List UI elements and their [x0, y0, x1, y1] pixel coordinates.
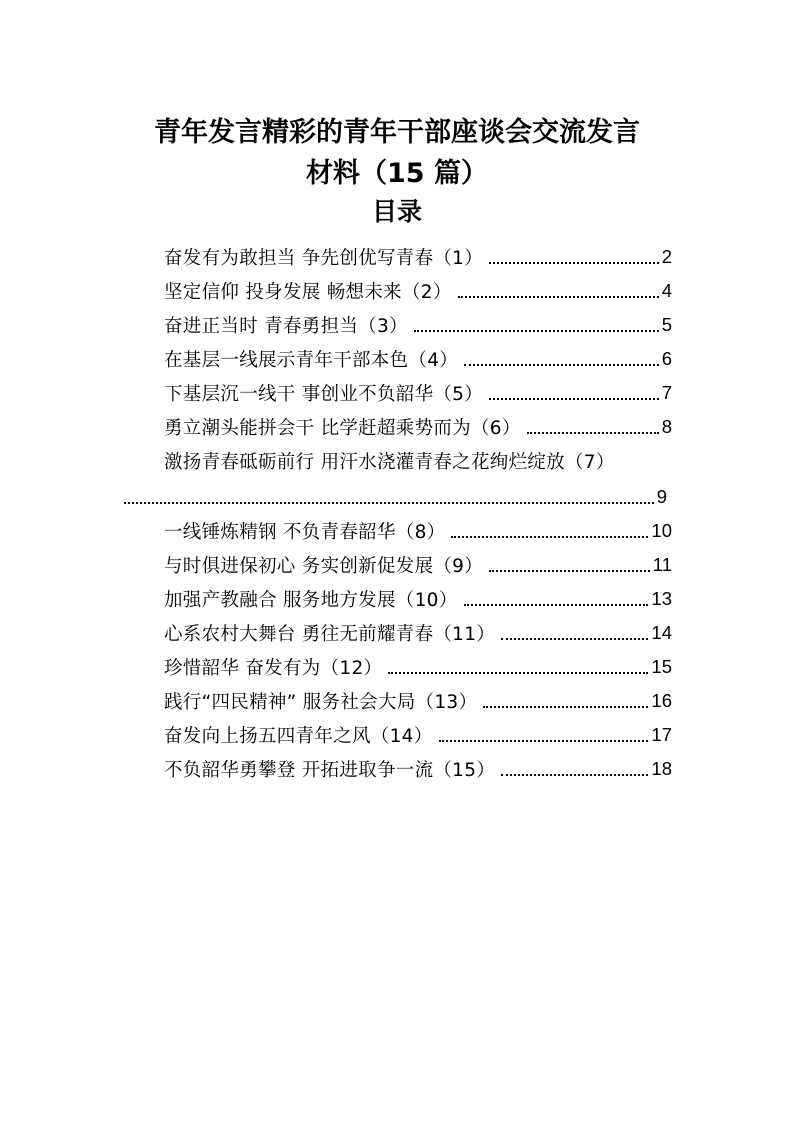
toc-entry-4[interactable] — [164, 342, 672, 376]
document-title-line-1: 青年发言精彩的青年干部座谈会交流发言 — [154, 117, 640, 148]
toc-entry-6[interactable] — [164, 410, 672, 444]
toc-entry-14[interactable] — [164, 718, 672, 752]
toc-page-number: 11 — [652, 554, 672, 575]
toc-dot-leader — [483, 706, 648, 708]
toc-dot-leader — [501, 638, 648, 640]
toc-page-number: 15 — [651, 656, 672, 677]
toc-page-number: 2 — [661, 246, 672, 267]
toc-page-number: 6 — [661, 348, 672, 369]
toc-entry-1[interactable] — [164, 240, 672, 274]
toc-dot-leader — [451, 536, 648, 538]
toc-dot-leader — [439, 740, 649, 742]
toc-dot-leader — [527, 432, 659, 434]
toc-entry-9[interactable] — [164, 548, 672, 582]
toc-entry-13[interactable] — [164, 684, 672, 718]
toc-entry-title: 下基层沉一线干 事创业不负韶华（5） — [164, 384, 484, 405]
toc-dot-leader — [489, 570, 650, 572]
toc-entry-title: 奋发向上扬五四青年之风（14） — [164, 726, 433, 747]
toc-entry-title: 与时俱进保初心 务实创新促发展（9） — [164, 556, 484, 577]
toc-dot-leader — [489, 398, 659, 400]
toc-entry-10[interactable] — [164, 582, 672, 616]
toc-entry-title: 勇立潮头能拼会干 比学赶超乘势而为（6） — [164, 418, 521, 439]
toc-dot-leader — [458, 296, 659, 298]
toc-entry-7[interactable]: 激扬青春砥砺前行 用汗水浇灌青春之花绚烂绽放（7） — [164, 452, 615, 473]
toc-entry-8[interactable] — [164, 514, 672, 548]
toc-dot-leader — [501, 774, 648, 776]
toc-entry-3[interactable] — [164, 308, 672, 342]
toc-entry-title: 坚定信仰 投身发展 畅想未来（2） — [164, 282, 452, 303]
toc-dot-leader — [388, 672, 648, 674]
toc-entry-title: 加强产教融合 服务地方发展（10） — [164, 590, 458, 611]
toc-page-number: 16 — [651, 690, 672, 711]
toc-dot-leader — [489, 262, 659, 264]
toc-entry-2[interactable] — [164, 274, 672, 308]
toc-entry-title: 奋发有为敢担当 争先创优写青春（1） — [164, 248, 484, 269]
toc-page-number: 13 — [651, 588, 672, 609]
toc-page-number: 17 — [651, 724, 672, 745]
toc-entry-title: 心系农村大舞台 勇往无前耀青春（11） — [164, 624, 496, 645]
toc-page-number: 18 — [651, 758, 672, 779]
toc-entry-title: 珍惜韶华 奋发有为（12） — [164, 658, 383, 679]
toc-entry-title: 一线锤炼精钢 不负青春韶华（8） — [164, 522, 446, 543]
toc-page-number: 4 — [661, 280, 672, 301]
toc-entry-title: 在基层一线展示青年干部本色（4） — [164, 350, 459, 371]
toc-page-number: 7 — [661, 382, 672, 403]
toc-page-number: 9 — [656, 486, 667, 507]
document-title-line-2: 材料（15 篇） — [306, 158, 488, 189]
toc-entry-7-continuation[interactable] — [124, 480, 667, 514]
toc-entry-title: 不负韶华勇攀登 开拓进取争一流（15） — [164, 760, 496, 781]
toc-heading: 目录 — [371, 197, 422, 226]
toc-dot-leader — [464, 604, 649, 606]
toc-page-number: 5 — [661, 314, 672, 335]
toc-page-number: 14 — [651, 622, 672, 643]
toc-entry-title: 奋进正当时 青春勇担当（3） — [164, 316, 408, 337]
toc-dot-leader — [464, 364, 659, 366]
toc-dot-leader — [414, 330, 659, 332]
toc-dot-leader — [124, 502, 654, 504]
toc-entry-15[interactable] — [164, 752, 672, 786]
toc-entry-11[interactable] — [164, 616, 672, 650]
toc-page-number: 10 — [651, 520, 672, 541]
toc-entry-title: 践行“四民精神” 服务社会大局（13） — [164, 692, 478, 713]
toc-entry-5[interactable] — [164, 376, 672, 410]
toc-page-number: 8 — [661, 416, 672, 437]
toc-entry-12[interactable] — [164, 650, 672, 684]
